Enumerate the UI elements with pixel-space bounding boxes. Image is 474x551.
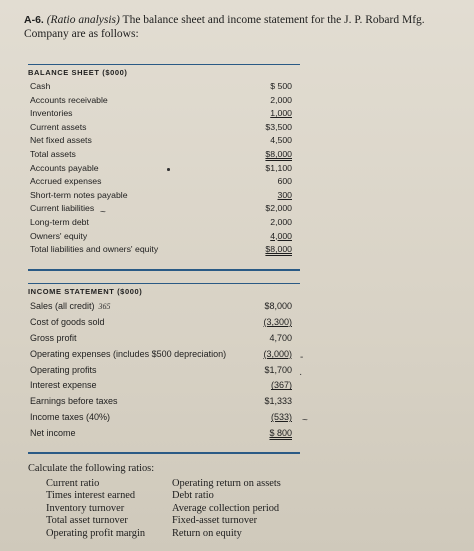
ratio-item: Current ratio bbox=[46, 477, 100, 489]
pen-tick-mark: ~ bbox=[100, 207, 106, 218]
table-row bbox=[28, 216, 300, 230]
ratio-item: Operating profit margin bbox=[46, 527, 146, 539]
ratio-item: Times interest earned bbox=[46, 490, 136, 502]
income-statement bbox=[28, 283, 303, 454]
row-amount: $8,000 bbox=[264, 301, 292, 311]
row-amount: (3,000) bbox=[263, 348, 292, 359]
row-label: Gross profit bbox=[30, 332, 77, 343]
pen-tick-mark: ~ bbox=[302, 415, 308, 426]
row-label: Net income bbox=[30, 428, 76, 439]
row-amount: 300 bbox=[277, 189, 292, 200]
row-amount: $2,000 bbox=[265, 203, 292, 214]
row-label: Net fixed assets bbox=[30, 135, 92, 146]
problem-topic: (Ratio analysis) bbox=[46, 14, 120, 26]
row-amount: 4,500 bbox=[270, 135, 292, 146]
table-row bbox=[28, 299, 300, 315]
handwritten-note: 365 bbox=[98, 302, 111, 311]
table-row bbox=[28, 175, 300, 189]
ratios-heading: Calculate the following ratios: bbox=[28, 463, 155, 474]
pen-tick-mark: - bbox=[300, 352, 304, 363]
row-label: Long-term debt bbox=[30, 216, 89, 227]
table-row bbox=[28, 331, 300, 347]
ratio-item: Operating return on assets bbox=[172, 477, 281, 489]
row-amount: $ 500 bbox=[270, 81, 292, 91]
row-amount: (533) bbox=[270, 412, 292, 423]
income-statement-title: INCOME STATEMENT ($000) bbox=[28, 283, 300, 299]
row-label: Interest expense bbox=[30, 380, 97, 391]
row-amount: 4,700 bbox=[269, 332, 292, 343]
ratios-list bbox=[28, 463, 448, 541]
row-amount: $8,000 bbox=[265, 244, 292, 255]
row-label-text: Sales (all credit) bbox=[30, 301, 95, 311]
pen-mark bbox=[167, 168, 170, 171]
ratio-item: Return on equity bbox=[172, 527, 242, 539]
row-label: Short-term notes payable bbox=[30, 189, 128, 200]
ratio-item: Debt ratio bbox=[172, 490, 214, 502]
table-row bbox=[28, 189, 300, 203]
row-amount: (3,300) bbox=[263, 316, 292, 327]
ratio-item: Average collection period bbox=[172, 502, 280, 514]
row-amount: $1,333 bbox=[264, 396, 292, 407]
table-row bbox=[28, 94, 300, 108]
row-label: Inventories bbox=[30, 108, 73, 119]
problem-statement bbox=[24, 13, 454, 41]
table-row bbox=[28, 121, 300, 135]
row-label: Total liabilities and owners' equity bbox=[30, 244, 159, 255]
row-label: Earnings before taxes bbox=[30, 396, 118, 407]
ratios-column-1 bbox=[28, 478, 172, 541]
row-amount: 1,000 bbox=[270, 108, 292, 119]
row-label: Current assets bbox=[30, 121, 87, 132]
table-row bbox=[28, 230, 300, 244]
problem-text: The balance sheet and income statement for the J. P. Robard Mfg. Company are as follows: bbox=[24, 14, 425, 40]
row-amount: 600 bbox=[277, 176, 292, 187]
ratios-column-2 bbox=[172, 478, 372, 541]
row-label: Operating profits bbox=[30, 364, 97, 375]
row-label: Current liabilities bbox=[30, 203, 95, 214]
row-amount: $8,000 bbox=[265, 148, 292, 159]
row-amount: $ 800 bbox=[269, 428, 292, 439]
row-label: Total assets bbox=[30, 148, 76, 159]
table-row bbox=[28, 80, 300, 94]
ratio-item: Total asset turnover bbox=[46, 515, 128, 527]
row-amount: $1,700 bbox=[264, 364, 292, 375]
table-row bbox=[28, 243, 300, 257]
table-row bbox=[28, 202, 300, 216]
row-label: Accounts receivable bbox=[30, 94, 108, 105]
row-amount: 2,000 bbox=[270, 216, 292, 227]
row-amount: (367) bbox=[270, 380, 292, 391]
row-label: Cost of goods sold bbox=[30, 316, 105, 327]
table-row bbox=[28, 347, 300, 363]
row-label: Operating expenses (includes $500 depreciation) bbox=[30, 348, 227, 359]
table-row bbox=[28, 148, 300, 162]
row-amount: 2,000 bbox=[270, 94, 292, 105]
row-label: Accounts payable bbox=[30, 162, 99, 173]
ratio-item: Inventory turnover bbox=[46, 502, 125, 514]
row-label: Accrued expenses bbox=[30, 176, 102, 187]
row-amount: $3,500 bbox=[265, 121, 292, 132]
table-row bbox=[28, 315, 300, 331]
table-row bbox=[28, 378, 300, 394]
row-amount: 4,000 bbox=[270, 230, 292, 241]
row-label bbox=[30, 299, 111, 315]
table-row bbox=[28, 107, 300, 121]
balance-sheet bbox=[28, 64, 300, 271]
balance-sheet-title: BALANCE SHEET ($000) bbox=[28, 64, 300, 80]
table-row bbox=[28, 363, 303, 380]
table-row bbox=[28, 410, 300, 426]
table-row bbox=[28, 394, 300, 410]
table-row bbox=[28, 134, 300, 148]
row-label: Income taxes (40%) bbox=[30, 412, 111, 423]
problem-number: A-6. bbox=[24, 14, 44, 26]
table-row bbox=[28, 426, 300, 442]
ratio-item: Fixed-asset turnover bbox=[172, 515, 258, 527]
row-label: Cash bbox=[30, 81, 51, 91]
pen-tick-mark: · bbox=[299, 369, 303, 380]
row-amount: $1,100 bbox=[265, 162, 292, 173]
table-row bbox=[28, 162, 300, 176]
row-label: Owners' equity bbox=[30, 230, 88, 241]
